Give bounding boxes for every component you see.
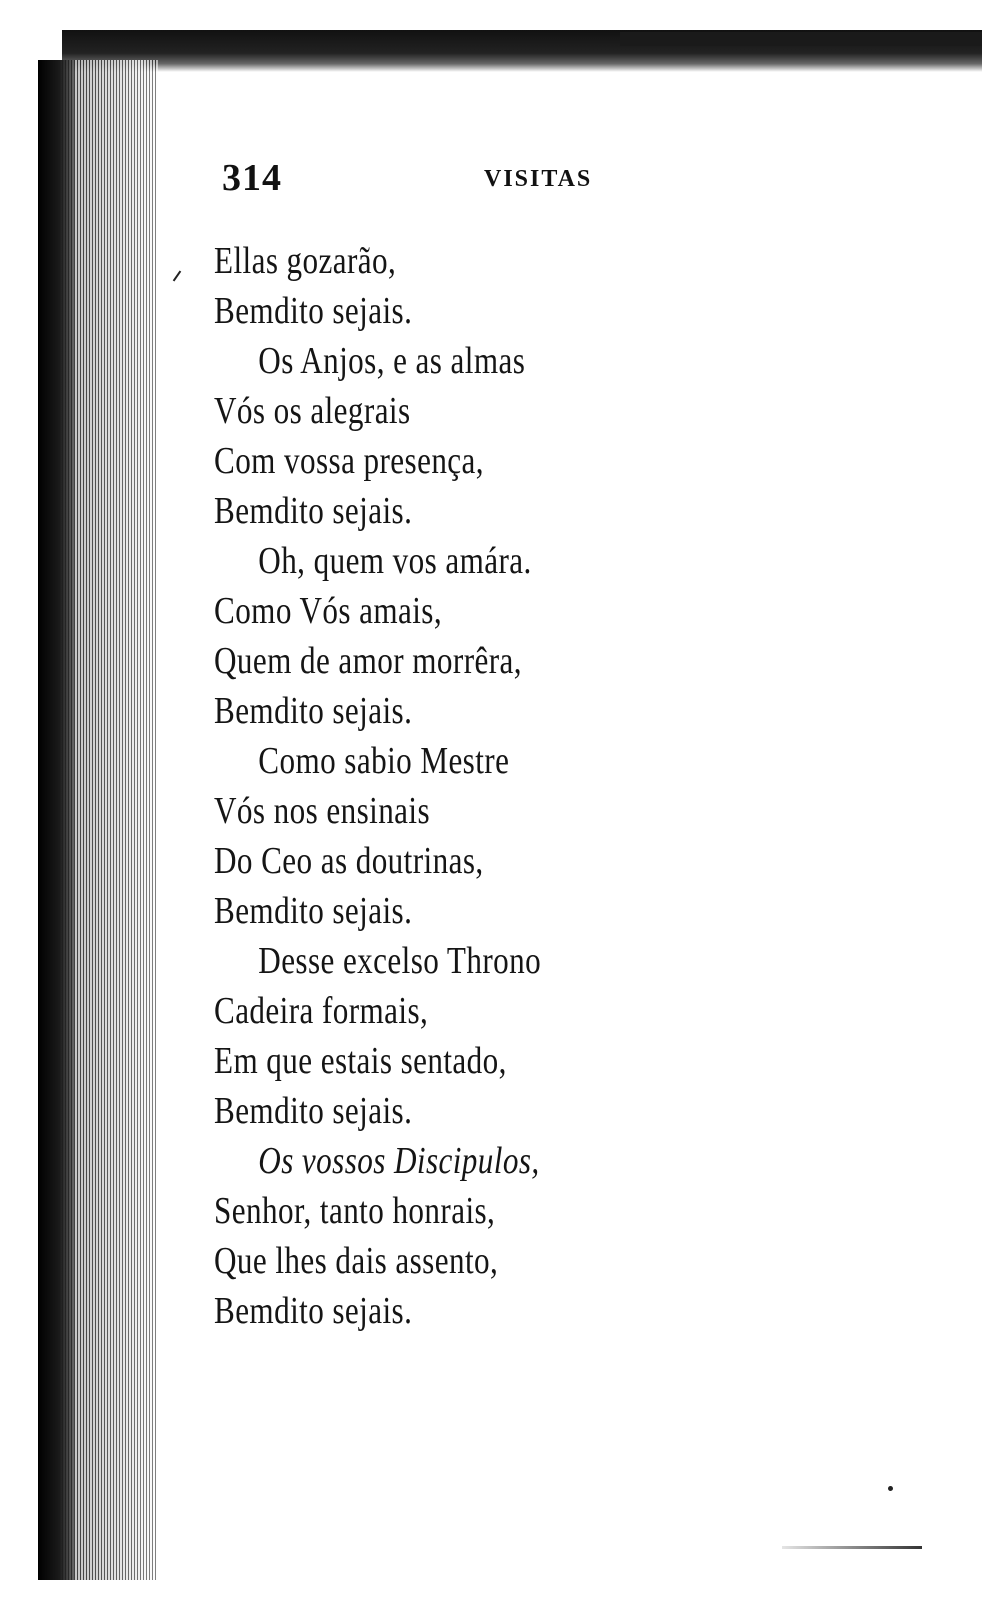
poem-line: Quem de amor morrêra, xyxy=(214,640,522,682)
scan-speck xyxy=(888,1486,893,1491)
poem-line: Bemdito sejais. xyxy=(214,1290,413,1332)
running-head: VISITAS xyxy=(484,166,593,192)
poem-line: Bemdito sejais. xyxy=(214,690,413,732)
poem-line: Com vossa presença, xyxy=(214,440,484,482)
poem-line: Do Ceo as doutrinas, xyxy=(214,840,484,882)
scan-speck xyxy=(173,271,182,282)
poem-line: Os vossos Discipulos, xyxy=(258,1140,540,1182)
poem-line: Em que estais sentado, xyxy=(214,1040,507,1082)
poem-line: Os Anjos, e as almas xyxy=(258,340,526,382)
poem-line: Bemdito sejais. xyxy=(214,890,413,932)
poem-line: Que lhes dais assento, xyxy=(214,1240,499,1282)
poem-text xyxy=(214,236,734,1336)
page-header xyxy=(222,156,642,206)
poem-line: Bemdito sejais. xyxy=(214,1090,413,1132)
poem-line: Bemdito sejais. xyxy=(214,290,413,332)
poem-line: Bemdito sejais. xyxy=(214,490,413,532)
scan-edge-line xyxy=(782,1546,922,1549)
poem-line: Vós os alegrais xyxy=(214,390,411,432)
binding-gutter-edge xyxy=(38,60,74,1580)
page-top-shadow-edge xyxy=(620,32,982,46)
poem-line: Como Vós amais, xyxy=(214,590,443,632)
poem-line: Vós nos ensinais xyxy=(214,790,431,832)
poem-line: Senhor, tanto honrais, xyxy=(214,1190,496,1232)
page-number: 314 xyxy=(222,157,282,199)
poem-line: Ellas gozarão, xyxy=(214,240,397,282)
poem-line: Desse excelso Throno xyxy=(258,940,542,982)
poem-line: Oh, quem vos amára. xyxy=(258,540,532,582)
poem-line: Como sabio Mestre xyxy=(258,740,510,782)
poem-line: Cadeira formais, xyxy=(214,990,429,1032)
